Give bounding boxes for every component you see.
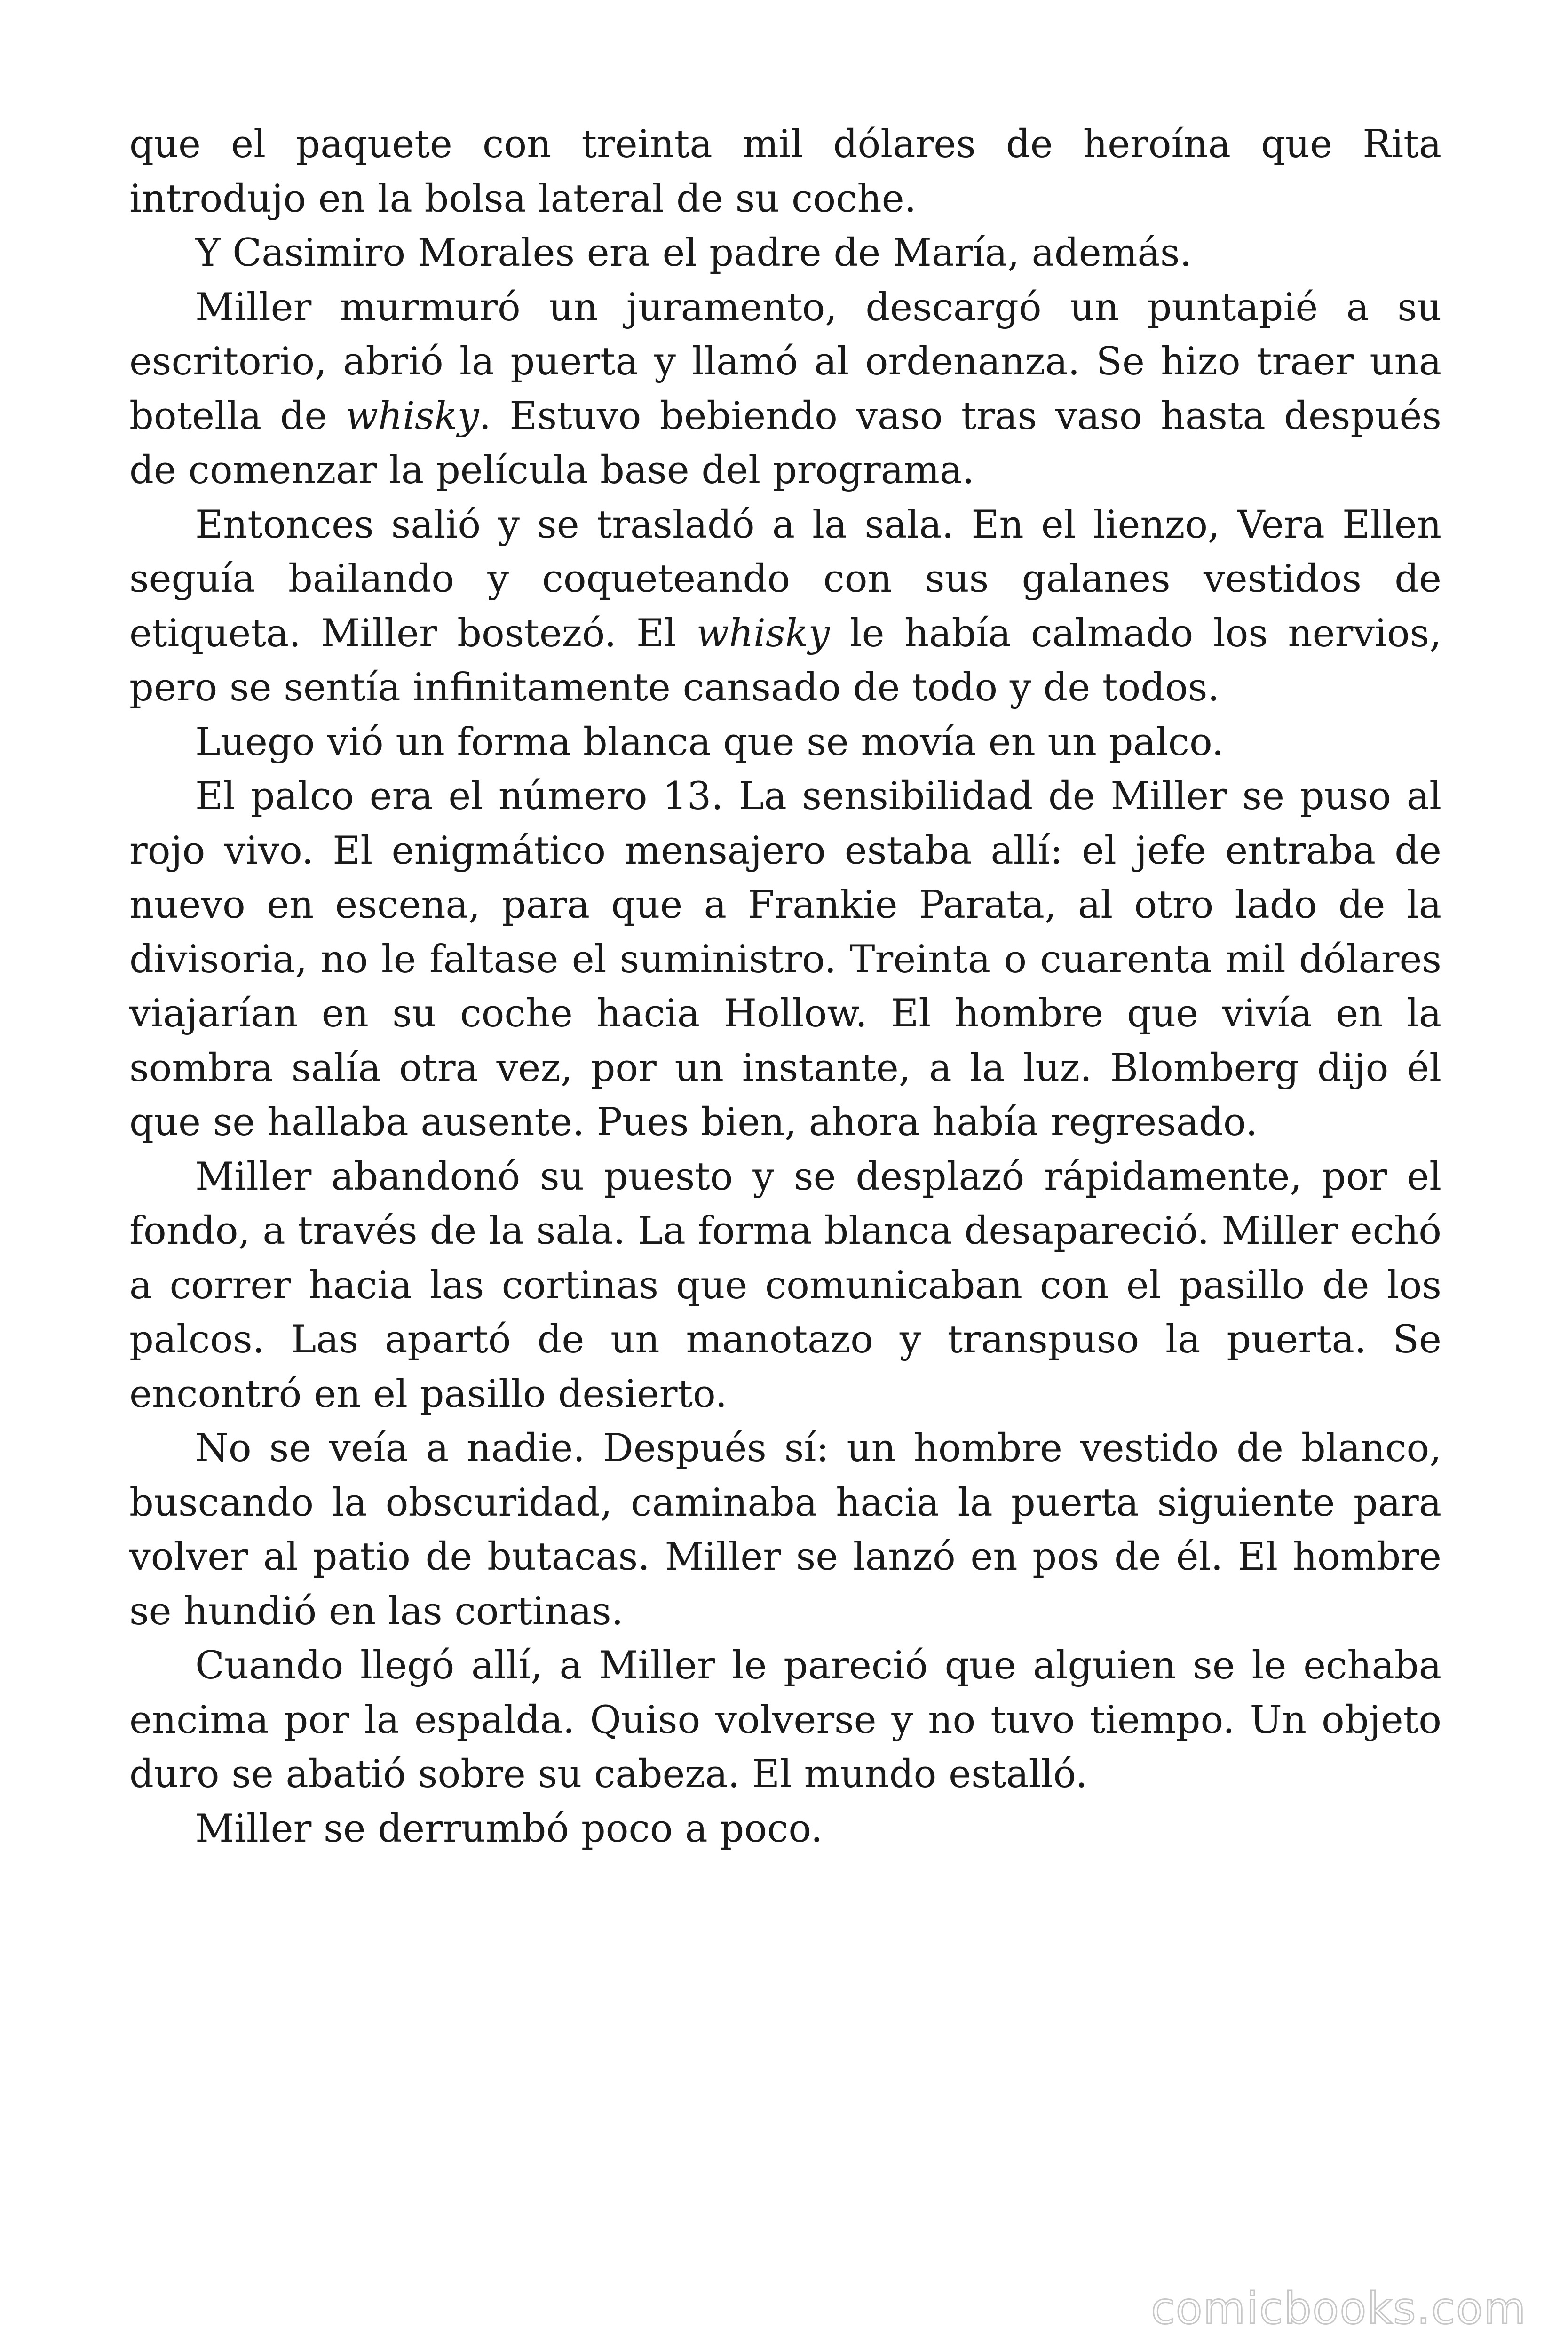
paragraph-1: que el paquete con treinta mil dólares de heroína que Rita introdujo en la bolsa lateral de su coche. bbox=[129, 122, 1441, 221]
paragraph-5: Luego vió un forma blanca que se movía en un palco. bbox=[195, 720, 1224, 764]
paragraph-3-italic-word: whisky bbox=[345, 394, 479, 438]
paragraph-3-text-c: . Estuvo bebiendo vaso tras vaso hasta después de comenzar la película base del programa. bbox=[129, 394, 1441, 493]
paragraph-3 bbox=[129, 281, 1441, 498]
paragraph-4-text-a: Entonces salió y se trasladó a la sala. En el lienzo, Vera Ellen seguía bailando y coqueteando con sus galanes vestidos de etiqueta. Miller bostezó. El bbox=[129, 502, 1441, 656]
paragraph-8: No se veía a nadie. Después sí: un hombre vestido de blanco, buscando la obscuridad, caminaba hacia la puerta siguiente para volver al patio de butacas. Miller se lanzó en pos de él. El hombre se hundió en las cortinas. bbox=[129, 1426, 1441, 1634]
paragraph-4 bbox=[129, 498, 1441, 715]
page-text bbox=[129, 118, 1441, 1856]
paragraph-3-text-a: Miller murmuró un juramento, descargó un puntapié a su escritorio, abrió la puerta y llamó al ordenanza. Se hizo traer una botella de bbox=[129, 285, 1441, 438]
paragraph-10: Miller se derrumbó poco a poco. bbox=[195, 1806, 823, 1851]
paragraph-7: Miller abandonó su puesto y se desplazó rápidamente, por el fondo, a través de la sala. La forma blanca desapareció. Miller echó a correr hacia las cortinas que comunicaban con el pasillo de los palcos. Las apartó de un manotazo y transpuso la puerta. Se encontró en el pasillo desierto. bbox=[129, 1154, 1441, 1416]
paragraph-9: Cuando llegó allí, a Miller le pareció que alguien se le echaba encima por la espalda. Quiso volverse y no tuvo tiempo. Un objeto duro se abatió sobre su cabeza. El mundo estalló. bbox=[129, 1644, 1441, 1796]
paragraph-4-italic-word: whisky bbox=[696, 611, 830, 656]
paragraph-6: El palco era el número 13. La sensibilidad de Miller se puso al rojo vivo. El enigmático mensajero estaba allí: el jefe entraba de nuevo en escena, para que a Frankie Parata, al otro lado de la divisoria, no le faltase el suministro. Treinta o cuarenta mil dólares viajarían en su coche hacia Hollow. El hombre que vivía en la sombra salía otra vez, por un instante, a la luz. Blomberg dijo él que se hallaba ausente. Pues bien, ahora había regresado. bbox=[129, 774, 1441, 1144]
paragraph-4-text-c: le había calmado los nervios, pero se sentía infinitamente cansado de todo y de todos. bbox=[129, 611, 1441, 710]
paragraph-2: Y Casimiro Morales era el padre de María, además. bbox=[195, 231, 1192, 275]
watermark: comicbooks.com bbox=[1151, 2283, 1527, 2334]
